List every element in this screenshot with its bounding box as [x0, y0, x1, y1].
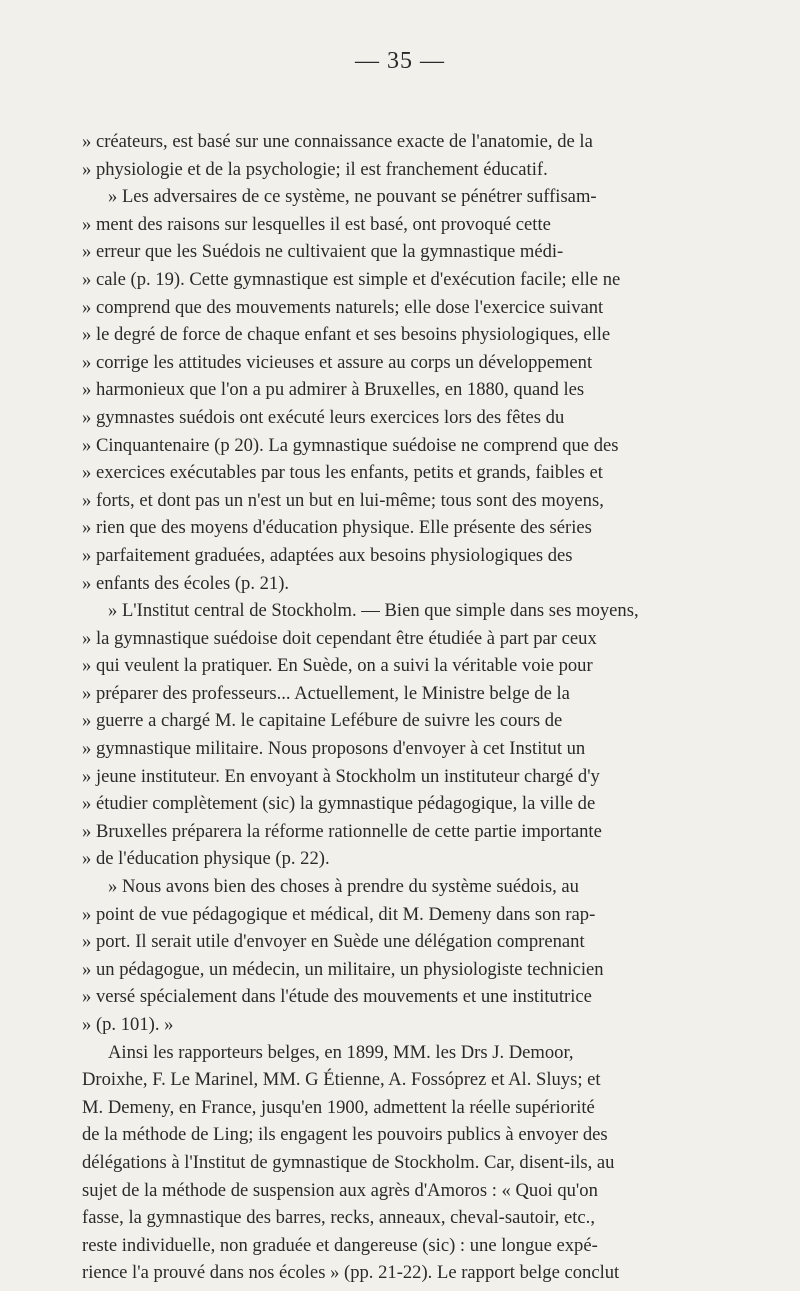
section-heading-line: » L'Institut central de Stockholm. — Bien que simple dans ses moyens,: [108, 600, 639, 622]
text-line: » point de vue pédagogique et médical, dit M. Demeny dans son rap-: [82, 903, 596, 925]
text-line: de la méthode de Ling; ils engagent les pouvoirs publics à envoyer des: [82, 1124, 608, 1146]
text-line: » guerre a chargé M. le capitaine Lefébure de suivre les cours de: [82, 710, 563, 732]
text-line: » Cinquantenaire (p 20). La gymnastique suédoise ne comprend que des: [82, 434, 619, 456]
text-line: » physiologie et de la psychologie; il est franchement éducatif.: [82, 158, 548, 180]
text-line: fasse, la gymnastique des barres, recks, anneaux, cheval-sautoir, etc.,: [82, 1207, 595, 1229]
text-line: » préparer des professeurs... Actuellement, le Ministre belge de la: [82, 682, 570, 704]
text-line: » port. Il serait utile d'envoyer en Suède une délégation comprenant: [82, 931, 585, 953]
text-line: » rien que des moyens d'éducation physique. Elle présente des séries: [82, 517, 592, 539]
text-line: » Bruxelles préparera la réforme rationnelle de cette partie importante: [82, 820, 602, 842]
text-line: » Nous avons bien des choses à prendre du système suédois, au: [108, 876, 579, 898]
text-line: » ment des raisons sur lesquelles il est basé, ont provoqué cette: [82, 213, 551, 235]
text-line: M. Demeny, en France, jusqu'en 1900, admettent la réelle supériorité: [82, 1096, 595, 1118]
text-line: » erreur que les Suédois ne cultivaient que la gymnastique médi-: [82, 241, 564, 263]
text-line: » gymnastes suédois ont exécuté leurs exercices lors des fêtes du: [82, 406, 565, 428]
text-line: » forts, et dont pas un n'est un but en lui-même; tous sont des moyens,: [82, 489, 604, 511]
text-line: » versé spécialement dans l'étude des mouvements et une institutrice: [82, 986, 592, 1008]
text-line: rience l'a prouvé dans nos écoles » (pp. 21-22). Le rapport belge conclut: [82, 1262, 620, 1284]
text-line: » de l'éducation physique (p. 22).: [82, 848, 330, 870]
text-line: Droixhe, F. Le Marinel, MM. G Étienne, A. Fossóprez et Al. Sluys; et: [82, 1069, 601, 1091]
text-line: » (p. 101). »: [82, 1014, 174, 1035]
text-line: » gymnastique militaire. Nous proposons d'envoyer à cet Institut un: [82, 738, 586, 760]
text-line: » harmonieux que l'on a pu admirer à Bruxelles, en 1880, quand les: [82, 379, 585, 401]
text-line: sujet de la méthode de suspension aux agrès d'Amoros : « Quoi qu'on: [82, 1179, 598, 1201]
text-line: » la gymnastique suédoise doit cependant être étudiée à part par ceux: [82, 627, 597, 649]
text-line: » enfants des écoles (p. 21).: [82, 572, 290, 594]
text-line: » étudier complètement (sic) la gymnastique pédagogique, la ville de: [82, 793, 596, 815]
paragraph-start-line: Ainsi les rapporteurs belges, en 1899, MM. les Drs J. Demoor,: [108, 1041, 574, 1063]
page-number: — 35 —: [355, 48, 445, 74]
text-line: » Les adversaires de ce système, ne pouvant se pénétrer suffisam-: [108, 186, 597, 208]
text-line: » jeune instituteur. En envoyant à Stockholm un instituteur chargé d'y: [82, 765, 600, 787]
text-line: » cale (p. 19). Cette gymnastique est simple et d'exécution facile; elle ne: [82, 268, 621, 290]
text-line: » comprend que des mouvements naturels; elle dose l'exercice suivant: [82, 296, 604, 318]
text-line: » corrige les attitudes vicieuses et assure au corps un développement: [82, 351, 593, 373]
text-line: » créateurs, est basé sur une connaissance exacte de l'anatomie, de la: [82, 131, 593, 152]
text-line: délégations à l'Institut de gymnastique de Stockholm. Car, disent-ils, au: [82, 1151, 615, 1173]
text-line: » parfaitement graduées, adaptées aux besoins physiologiques des: [82, 544, 573, 566]
text-line: » un pédagogue, un médecin, un militaire, un physiologiste technicien: [82, 958, 604, 980]
text-line: » exercices exécutables par tous les enfants, petits et grands, faibles et: [82, 462, 603, 484]
text-line: reste individuelle, non graduée et dangereuse (sic) : une longue expé-: [82, 1234, 598, 1256]
body-text: [82, 128, 722, 1287]
text-line: » le degré de force de chaque enfant et ses besoins physiologiques, elle: [82, 324, 611, 346]
text-line: » qui veulent la pratiquer. En Suède, on a suivi la véritable voie pour: [82, 655, 593, 677]
